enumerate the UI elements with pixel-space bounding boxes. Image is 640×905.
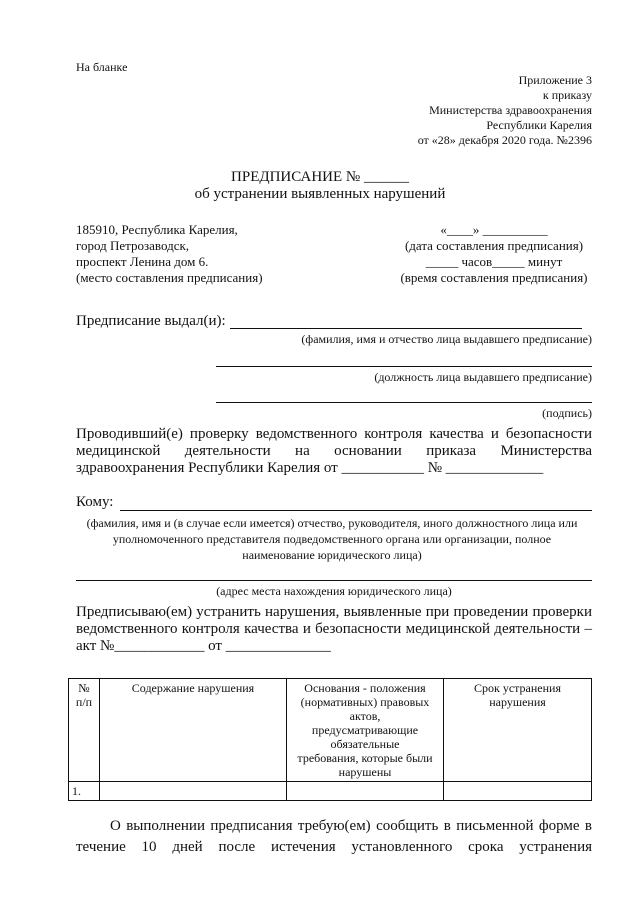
header-text: актов, xyxy=(349,709,381,723)
order-line: Предписываю(ем) устранить нарушения, выявленные при проведении проверки xyxy=(76,604,592,620)
place-caption: (место составления предписания) xyxy=(76,270,263,285)
issuer-signature-line[interactable] xyxy=(216,402,592,403)
closing-paragraph xyxy=(76,816,592,858)
header-violation xyxy=(100,679,287,782)
header-number xyxy=(69,679,100,782)
appendix-line: к приказу xyxy=(542,88,592,102)
time-blank: _____ часов_____ минут xyxy=(425,254,563,269)
place-line: проспект Ленина дом 6. xyxy=(76,254,209,269)
order-paragraph xyxy=(76,604,592,655)
row-number: 1. xyxy=(69,782,100,801)
closing-line: О выполнении предписания требую(ем) сообщить в письменной форме в xyxy=(110,818,592,834)
address-line[interactable] xyxy=(76,580,592,581)
place-line: город Петрозаводск, xyxy=(76,238,190,253)
table-header-row xyxy=(69,679,592,782)
date-caption: (дата составления предписания) xyxy=(404,238,584,253)
table-row xyxy=(69,782,592,801)
place-line: 185910, Республика Карелия, xyxy=(76,222,238,237)
appendix-line: Республики Карелия xyxy=(486,118,592,132)
header-text: Срок устранения xyxy=(474,681,561,695)
header-deadline xyxy=(444,679,592,782)
issuer-name-line[interactable] xyxy=(230,328,582,329)
header-basis xyxy=(287,679,444,782)
appendix-line: от «28» декабря 2020 года. №2396 xyxy=(417,133,592,147)
recipient-caption xyxy=(64,515,600,563)
blank-note: На бланке xyxy=(76,60,128,74)
closing-line: течение 10 дней после истечения установленного срока устранения xyxy=(76,839,592,855)
document-subtitle: об устранении выявленных нарушений xyxy=(194,186,446,202)
appendix-line: Приложение 3 xyxy=(518,73,592,87)
inspection-paragraph xyxy=(76,426,592,477)
appendix-line: Министерства здравоохранения xyxy=(429,103,592,117)
issuer-name-caption: (фамилия, имя и отчество лица выдавшего предписание) xyxy=(301,332,592,346)
recipient-line[interactable] xyxy=(120,510,592,511)
recipient-caption-line: наименование юридического лица) xyxy=(242,548,422,562)
header-text: нарушения xyxy=(489,695,546,709)
inspection-line: медицинской деятельности на основании приказа Министерства xyxy=(76,443,592,459)
datetime-block xyxy=(392,222,596,286)
order-line: ведомственного контроля качества и безопасности медицинской деятельности – xyxy=(76,621,592,637)
header-text: обязательные xyxy=(330,737,400,751)
header-text: Основания - положения xyxy=(304,681,426,695)
header-text: Содержание нарушения xyxy=(131,681,255,695)
violations-table xyxy=(68,678,592,801)
header-text: требования, которые были xyxy=(297,751,433,765)
inspection-line: здравоохранения Республики Карелия от ___________ № _____________ xyxy=(76,460,544,476)
issuer-position-caption: (должность лица выдавшего предписание) xyxy=(374,370,592,384)
header-text: № xyxy=(78,681,90,695)
time-caption: (время составления предписания) xyxy=(400,270,588,285)
appendix-block xyxy=(418,73,592,148)
recipient-label: Кому: xyxy=(76,494,114,510)
issuer-label: Предписание выдал(и): xyxy=(76,313,226,329)
header-text: предусматривающие xyxy=(311,723,419,737)
header-text: п/п xyxy=(75,695,93,709)
inspection-line: Проводивший(е) проверку ведомственного контроля качества и безопасности xyxy=(76,426,592,442)
header-text: (нормативных) правовых xyxy=(300,695,430,709)
row-basis-cell[interactable] xyxy=(287,782,444,801)
row-violation-cell[interactable] xyxy=(100,782,287,801)
header-text: нарушены xyxy=(338,765,392,779)
address-caption: (адрес места нахождения юридического лица) xyxy=(216,584,452,598)
issuer-position-line[interactable] xyxy=(216,366,592,367)
issuer-signature-caption: (подпись) xyxy=(542,406,592,420)
row-deadline-cell[interactable] xyxy=(444,782,592,801)
date-blank: «____» __________ xyxy=(440,222,548,237)
document-title: ПРЕДПИСАНИЕ № ______ xyxy=(231,169,409,185)
recipient-caption-line: (фамилия, имя и (в случае если имеется) отчество, руководителя, иного должностного лица или xyxy=(86,516,578,530)
order-line: акт №____________ от ______________ xyxy=(76,638,331,654)
recipient-caption-line: уполномоченного представителя подведомственного органа или организации, полное xyxy=(112,532,552,546)
place-block xyxy=(76,222,263,286)
